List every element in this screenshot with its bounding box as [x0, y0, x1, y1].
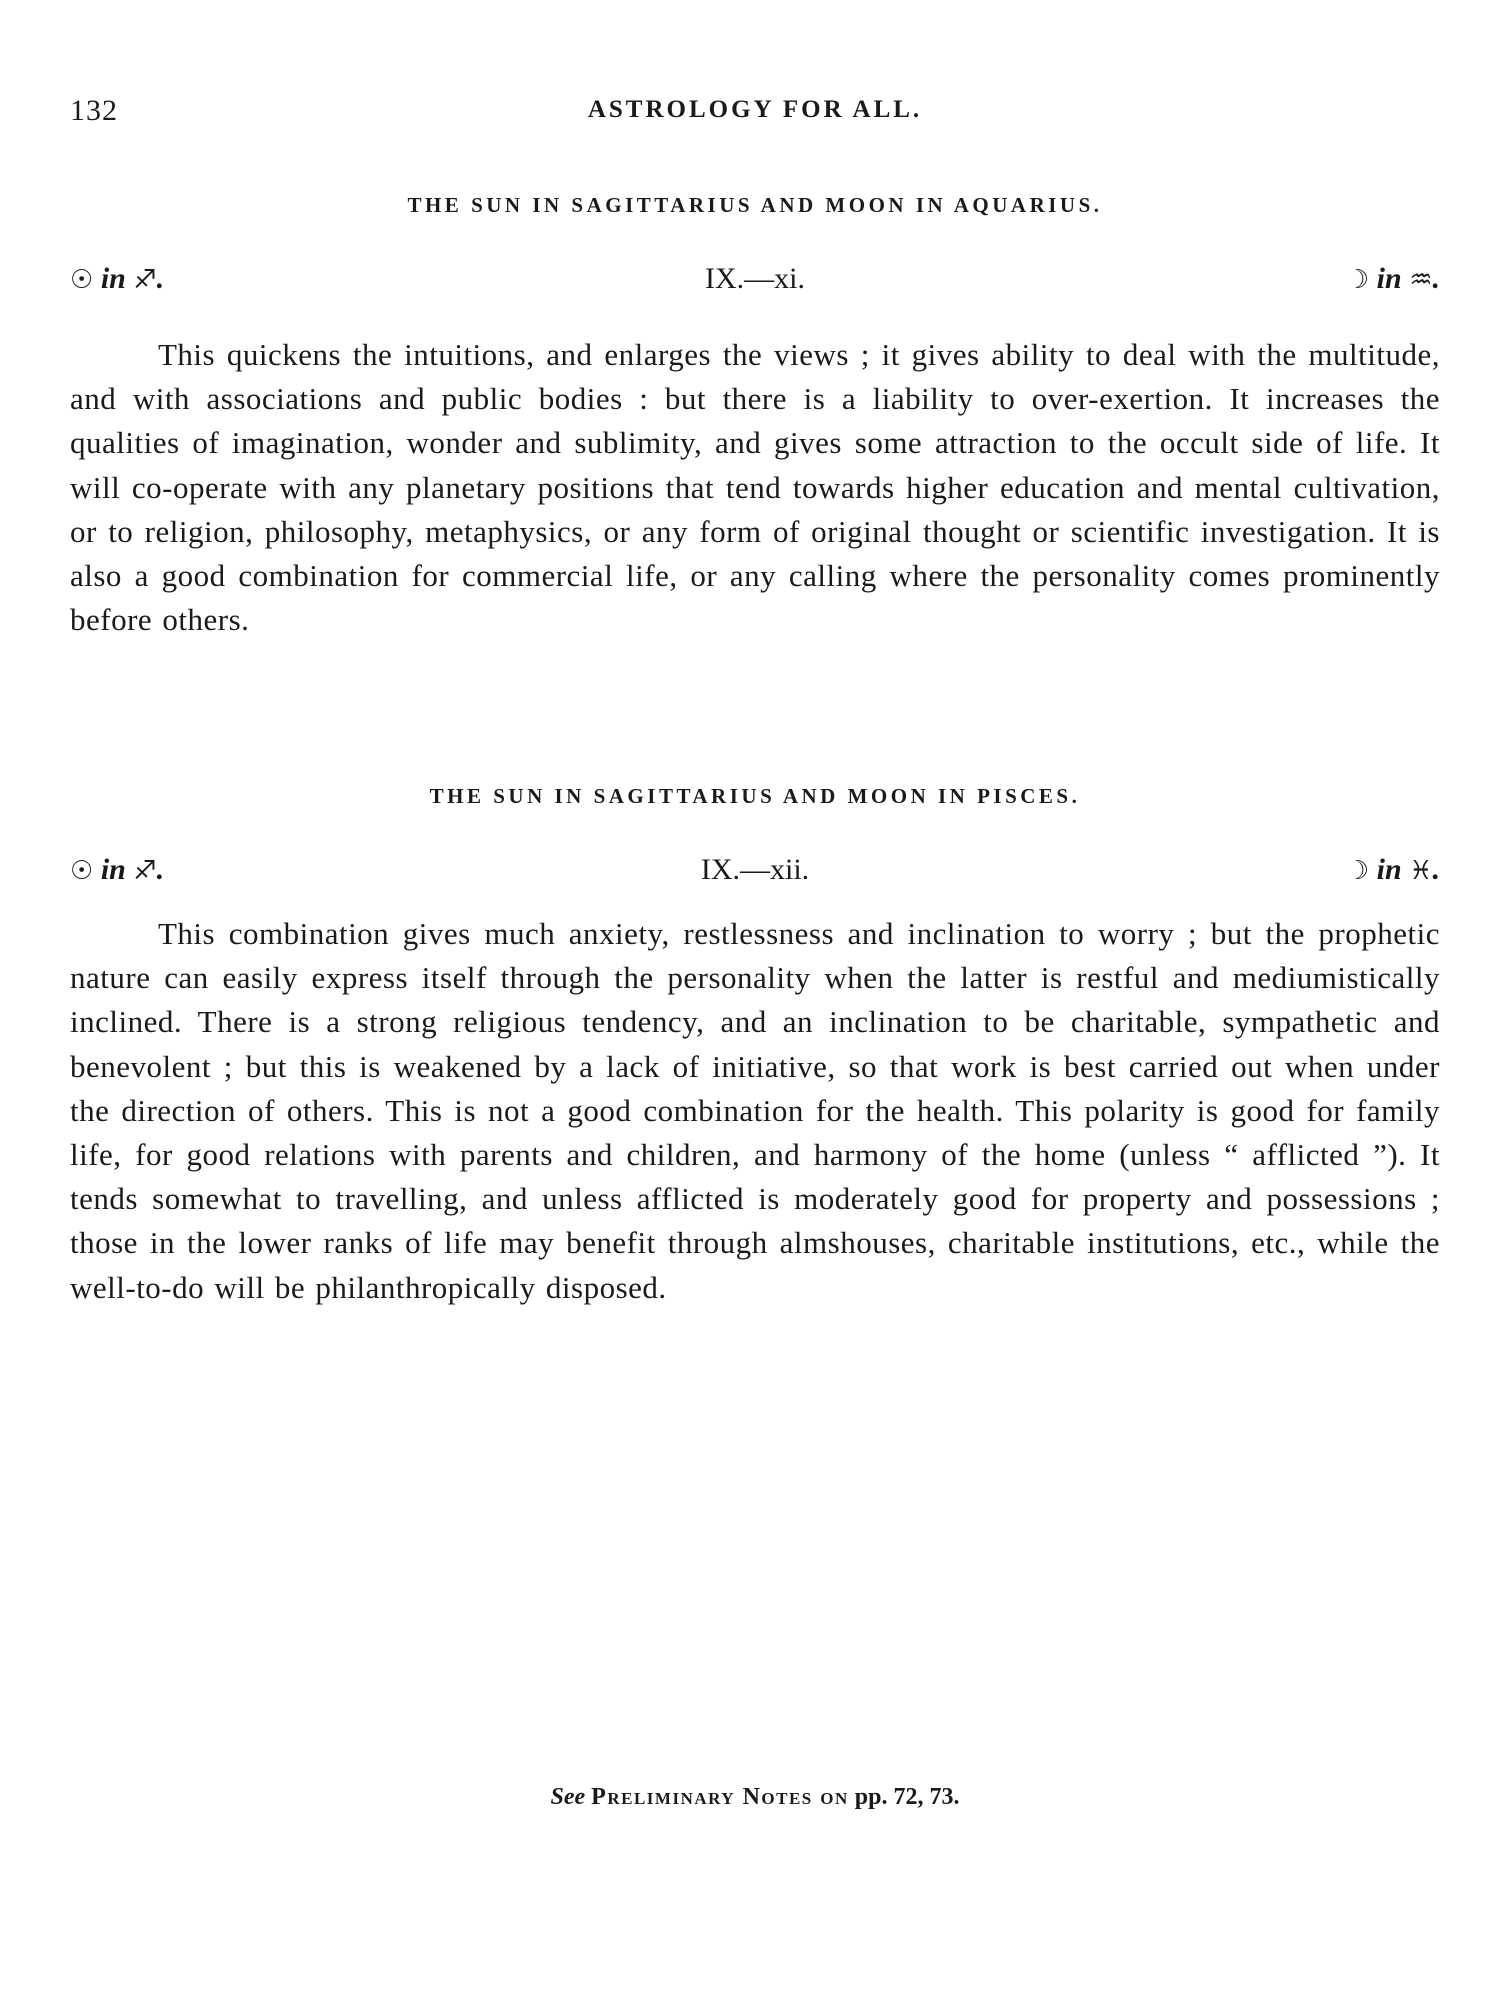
sagittarius-icon: ♐: [133, 856, 157, 886]
sign-line-pisces: [70, 853, 1440, 897]
pisces-icon: ♓: [1409, 856, 1433, 886]
house-notation: IX.—xi.: [705, 262, 805, 295]
running-title: ASTROLOGY FOR ALL.: [587, 96, 923, 123]
in-label: in: [100, 262, 126, 295]
paragraph-aquarius: This quickens the intuitions, and enlarges the views ; it gives ability to deal with the multitude, and with associations and public bodies : but there is a liability to over-exertion. It increases the qualities of imagination, wonder and sublimity, and gives some attraction to the occult side of life. It will co-operate with any planetary positions that tend towards higher education and mental cultivation, or to religion, philosophy, metaphysics, or any form of original thought or scientific investigation. It is also a good combination for commercial life, or any calling where the personality comes prominently before others.: [70, 337, 1440, 638]
in-label: in: [1376, 853, 1402, 886]
sun-sign-notation: ☉ in ♐.: [70, 262, 165, 295]
in-label: in: [1376, 262, 1402, 295]
section-heading-pisces: THE SUN IN SAGITTARIUS AND MOON IN PISCES.: [429, 784, 1081, 808]
running-head: [70, 94, 1440, 138]
moon-icon: ☽: [1345, 856, 1370, 886]
footer-notes: Preliminary Notes on: [591, 1784, 849, 1810]
paragraph-pisces: This combination gives much anxiety, restlessness and inclination to worry ; but the prophetic nature can easily express itself through the personality when the latter is restful and mediumistically inclined. There is a strong religious tendency, and an inclination to be charitable, sympathetic and benevolent ; but this is weakened by a lack of initiative, so that work is best carried out when under the direction of others. This is not a good combination for the health. This polarity is good for family life, for good relations with parents and children, and harmony of the home (unless “ afflicted ”). It tends somewhat to travelling, and unless afflicted is moderately good for property and possessions ; those in the lower ranks of life may benefit through almshouses, charitable institutions, etc., while the well-to-do will be philanthropically disposed.: [70, 916, 1440, 1305]
moon-sign-notation: ☽ in ♒.: [1345, 262, 1440, 295]
aquarius-icon: ♒: [1409, 265, 1433, 295]
house-notation: IX.—xii.: [700, 853, 810, 886]
moon-icon: ☽: [1345, 265, 1370, 295]
moon-sign-notation: ☽ in ♓.: [1345, 853, 1440, 886]
sign-line-aquarius: [70, 262, 1440, 306]
footer-see: See: [550, 1784, 586, 1810]
sun-icon: ☉: [70, 265, 94, 295]
footer-note: [70, 1784, 1440, 1811]
footer-pages: pp. 72, 73.: [854, 1784, 960, 1810]
sun-icon: ☉: [70, 856, 94, 886]
in-label: in: [100, 853, 126, 886]
section-heading-aquarius: THE SUN IN SAGITTARIUS AND MOON IN AQUARIUS.: [407, 193, 1103, 217]
page-number: 132: [70, 94, 118, 127]
sun-sign-notation: ☉ in ♐.: [70, 853, 165, 886]
sagittarius-icon: ♐: [133, 265, 157, 295]
